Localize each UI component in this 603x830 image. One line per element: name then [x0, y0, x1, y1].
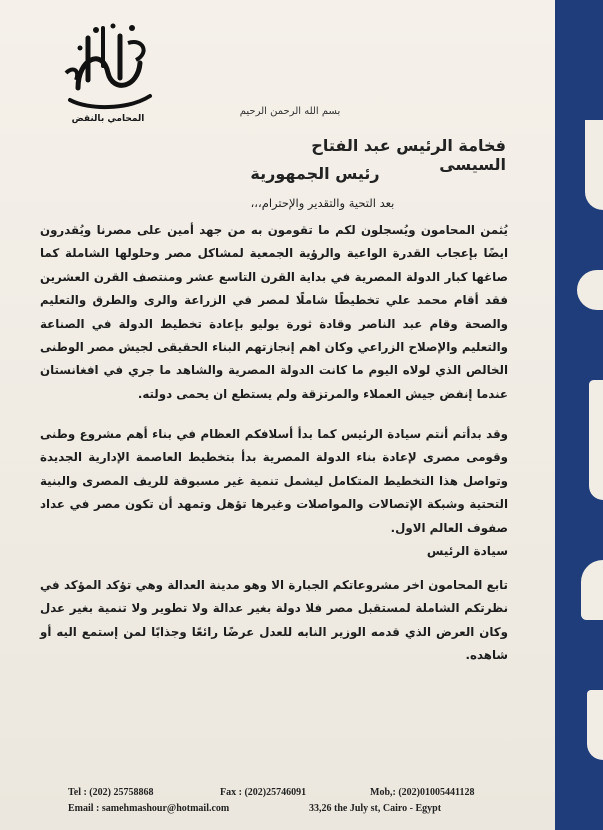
salutation-title: فخامة الرئيس عبد الفتاح السيسى — [311, 136, 506, 174]
paragraph-2: وقد بدأتم أنتم سيادة الرئيس كما بدأ أسلافكم العظام في بناء أهم مشروع وطنى وقومى مصرى لإعادة بناء الدولة المصرية بدأ بتخطيط العاصمة الإدارية الجديدة وتواصل هذا التخطيط المتكامل ليشمل تنمية غير مسبوقة للريف المصرى والبنية التحتية وشبكة الإتصالات والمواصلات وغيرها تؤهل وتمهد أن تكون مصر في عداد صفوف العالم الاول. — [40, 427, 508, 535]
footer-tel: Tel : (202) 25758868 — [68, 787, 154, 798]
logo-subtitle: المحامي بالنقض — [71, 114, 145, 124]
salutation-office: رئيس الجمهورية — [250, 164, 380, 183]
footer-fax: Fax : (202)25746091 — [220, 787, 307, 798]
calligraphy-logo-icon — [58, 18, 158, 114]
paragraph-1: يُثمن المحامون ويُسجلون لكم ما تقومون به من جهد أمين على مصرنا ويُقدرون ايضًا بإعجاب القدرة الواعية والرؤية الجمعية لمشاكل مصر وحلولها الشاملة كما صاغها كبار الدولة المصرية في بداية القرن التاسع عشر ومنتصف القرن العشرين فقد أقام محمد علي تخطيطًا شاملًا لمصر في الزراعة والرى والطرق والتعليم والصحة وقام عبد الناصر وقادة ثورة يوليو بإعادة تخطيط الدولة في الصناعة والتعليم والإصلاح الزراعي وكان اهم إنجازتهم البناء الحقيقى لجيش مصر الوطنى الخالص الذي لولاه اليوم ما كانت الدولة المصرية والشاهد ما جري في افغانستان عندما إنفض جيش العملاء والمرتزقة ولم يستطع ان يحمى دولته. — [40, 223, 508, 401]
footer-address: 33,26 the July st, Cairo - Egypt — [309, 803, 442, 814]
decorative-side-band — [555, 0, 603, 830]
letterhead-logo — [58, 18, 158, 128]
basmala: بسم الله الرحمن الرحيم — [239, 106, 341, 117]
footer-mobile: Mob,: (202)01005441128 — [370, 787, 475, 798]
greeting: بعد التحية والتقدير والإحترام،،، — [250, 196, 395, 210]
paragraph-3: تابع المحامون اخر مشروعاتكم الجبارة الا وهو مدينة العدالة وهي تؤكد المؤكد في نظرتكم الشاملة لمستقبل مصر فلا دولة بغير عدالة ولا تطوير ولا تنمية بغير عدل وكان العرض الذي قدمه الوزير النابه للعدل عرضًا رائعًا وجذابًا لمن إستمع اليه أو شاهده. — [40, 578, 508, 663]
footer-email[interactable]: Email : samehmashour@hotmail.com — [68, 803, 230, 814]
address-line: سيادة الرئيس — [426, 544, 508, 558]
